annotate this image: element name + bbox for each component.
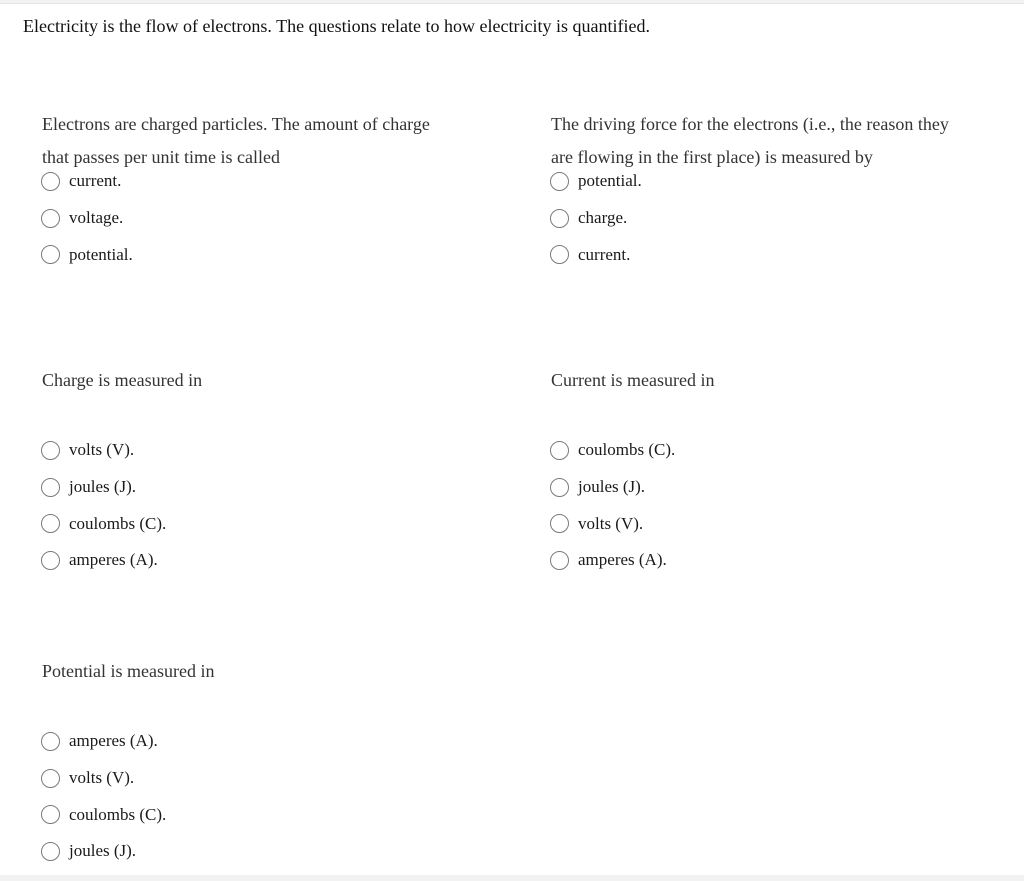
option-label: coulombs (C).	[69, 804, 167, 824]
radio-button[interactable]	[41, 441, 60, 460]
radio-button[interactable]	[41, 209, 60, 228]
option-voltage[interactable]	[41, 200, 481, 237]
radio-button[interactable]	[41, 805, 60, 824]
option-current[interactable]	[550, 236, 990, 273]
question-charge-per-time	[41, 108, 481, 273]
option-volts[interactable]	[41, 760, 481, 797]
intro-text: Electricity is the flow of electrons. The questions relate to how electricity is quantified.	[23, 16, 650, 36]
option-label: current.	[69, 171, 122, 191]
radio-button[interactable]	[41, 172, 60, 191]
option-label: amperes (A).	[69, 731, 158, 751]
option-joules[interactable]	[41, 469, 481, 506]
option-volts[interactable]	[550, 505, 990, 542]
prompt-line: Electrons are charged particles. The amount of charge	[42, 114, 430, 134]
quiz-card	[0, 3, 1024, 875]
prompt-line: are flowing in the first place) is measured by	[551, 147, 873, 167]
option-label: amperes (A).	[69, 550, 158, 570]
prompt-line: Potential is measured in	[42, 661, 215, 681]
option-label: coulombs (C).	[578, 440, 676, 460]
option-label: volts (V).	[578, 513, 644, 533]
radio-button[interactable]	[41, 769, 60, 788]
question-prompt	[41, 364, 481, 397]
question-driving-force	[550, 108, 990, 273]
radio-button[interactable]	[41, 478, 60, 497]
option-label: coulombs (C).	[69, 513, 167, 533]
radio-button[interactable]	[41, 551, 60, 570]
radio-button[interactable]	[550, 478, 569, 497]
radio-button[interactable]	[550, 441, 569, 460]
option-potential[interactable]	[41, 236, 481, 273]
option-label: current.	[578, 244, 631, 264]
radio-button[interactable]	[41, 732, 60, 751]
radio-button[interactable]	[550, 209, 569, 228]
question-current-unit	[550, 364, 990, 579]
options-list	[550, 163, 990, 273]
option-volts[interactable]	[41, 432, 481, 469]
prompt-line: Current is measured in	[551, 370, 715, 390]
option-label: joules (J).	[69, 841, 137, 861]
option-label: voltage.	[69, 208, 124, 228]
option-coulombs[interactable]	[41, 505, 481, 542]
radio-button[interactable]	[550, 245, 569, 264]
option-label: joules (J).	[578, 477, 646, 497]
option-joules[interactable]	[550, 469, 990, 506]
option-charge[interactable]	[550, 200, 990, 237]
radio-button[interactable]	[41, 514, 60, 533]
option-joules[interactable]	[41, 833, 481, 870]
radio-button[interactable]	[41, 245, 60, 264]
prompt-line: Charge is measured in	[42, 370, 203, 390]
option-label: potential.	[69, 244, 133, 264]
options-list	[41, 432, 481, 579]
prompt-line: The driving force for the electrons (i.e., the reason they	[551, 114, 949, 134]
question-charge-unit	[41, 364, 481, 579]
question-potential-unit	[41, 655, 481, 870]
options-list	[41, 163, 481, 273]
radio-button[interactable]	[41, 842, 60, 861]
radio-button[interactable]	[550, 551, 569, 570]
option-label: charge.	[578, 208, 628, 228]
option-label: potential.	[578, 171, 642, 191]
option-label: joules (J).	[69, 477, 137, 497]
options-list	[41, 723, 481, 870]
options-list	[550, 432, 990, 579]
question-prompt	[41, 655, 481, 688]
radio-button[interactable]	[550, 514, 569, 533]
option-amperes[interactable]	[41, 723, 481, 760]
prompt-line: that passes per unit time is called	[42, 147, 280, 167]
option-label: volts (V).	[69, 440, 135, 460]
option-amperes[interactable]	[550, 542, 990, 579]
option-coulombs[interactable]	[550, 432, 990, 469]
option-label: amperes (A).	[578, 550, 667, 570]
option-amperes[interactable]	[41, 542, 481, 579]
question-prompt	[550, 364, 990, 397]
option-label: volts (V).	[69, 768, 135, 788]
option-coulombs[interactable]	[41, 796, 481, 833]
radio-button[interactable]	[550, 172, 569, 191]
